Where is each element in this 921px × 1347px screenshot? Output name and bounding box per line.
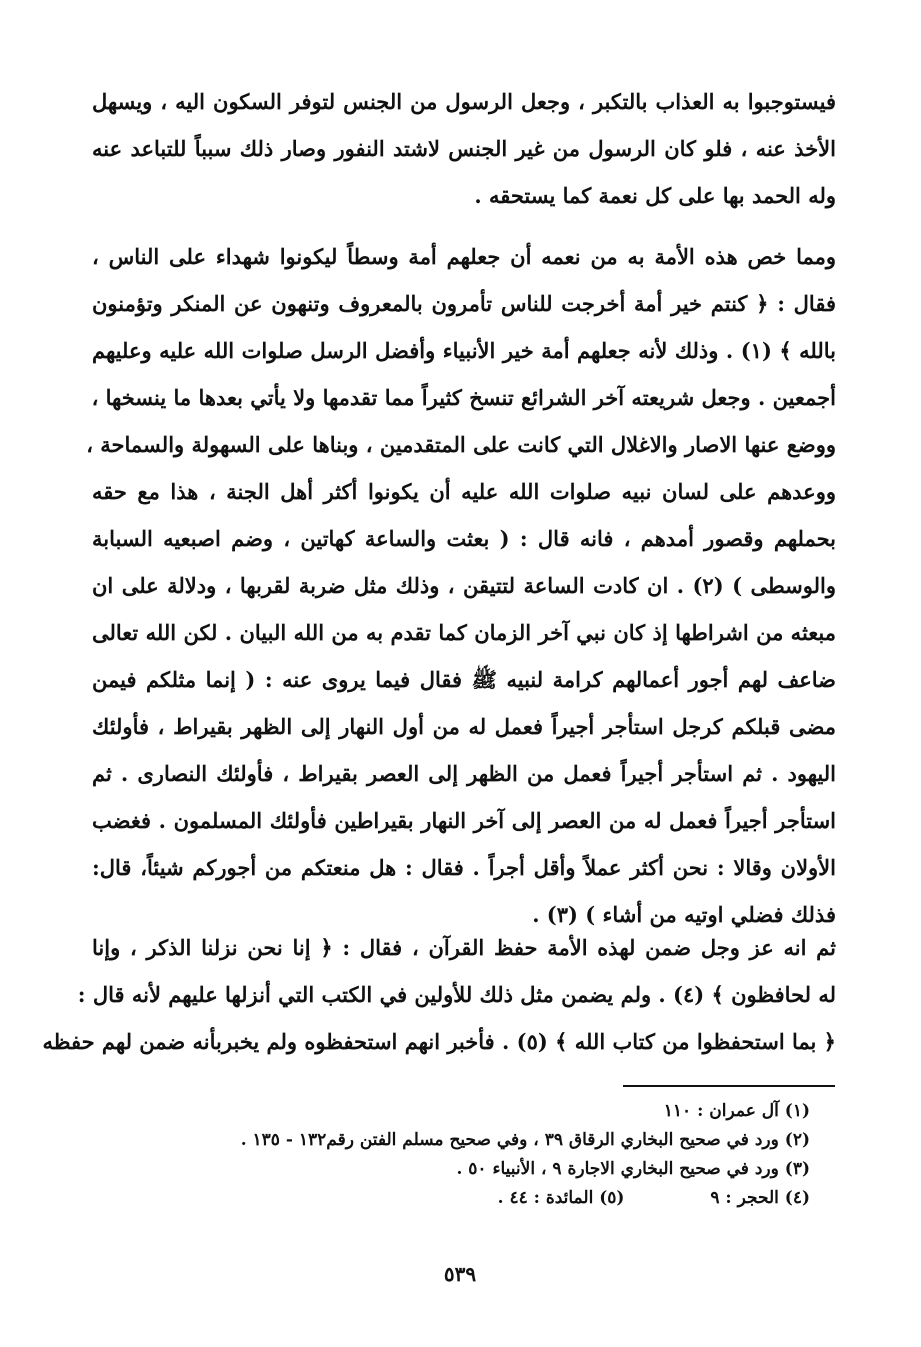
text-line: والوسطى ) (٢) . ان كادت الساعة لتتيقن ، وذلك مثل ضربة لقربها ، ودلالة على ان — [92, 573, 837, 598]
footnote-2: (٢) ورد في صحيح البخاري الرقاق ٣٩ ، وفي صحيح مسلم الفتن رقم١٣٢ - ١٣٥ . — [240, 1130, 810, 1150]
text-line: وله الحمد بها على كل نعمة كما يستحقه . — [474, 183, 836, 208]
text-line: بحملهم وقصور أمدهم ، فانه قال : ( بعثت والساعة كهاتين ، وضم اصبعيه السبابة — [92, 526, 836, 551]
footnotes-list — [180, 1097, 810, 1213]
text-line: ووضع عنها الاصار والاغلال التي كانت على المتقدمين ، وبناها على السهولة والسماحة ، — [86, 432, 836, 457]
footnote-divider — [623, 1085, 835, 1087]
footnote-3: (٣) ورد في صحيح البخاري الاجارة ٩ ، الأنبياء ٥٠ . — [456, 1159, 810, 1179]
paragraph-2 — [86, 233, 837, 938]
text-line: بالله ﴾ (١) . وذلك لأنه جعلهم أمة خير الأنبياء وأفضل الرسل صلوات الله عليه وعليهم — [92, 338, 837, 363]
text-line: أجمعين . وجعل شريعته آخر الشرائع تنسخ كثيراً مما تقدمها ولا يأتي بعدها ما ينسخها ، — [91, 385, 836, 410]
text-line: فذلك فضلي اوتيه من أشاء ) (٣) . — [532, 902, 836, 927]
text-line: له لحافظون ﴾ (٤) . ولم يضمن مثل ذلك للأولين في الكتب التي أنزلها عليهم لأنه قال : — [77, 982, 836, 1007]
text-line: ووعدهم على لسان نبيه صلوات الله عليه أن يكونوا أكثر أهل الجنة ، هذا مع حقه — [92, 479, 836, 504]
text-line: ومما خص هذه الأمة به من نعمه أن جعلهم أمة وسطاً ليكونوا شهداء على الناس ، — [92, 244, 836, 269]
page-number: ٥٣٩ — [443, 1262, 477, 1286]
text-line: الأولان وقالا : نحن أكثر عملاً وأقل أجراً . فقال : هل منعتكم من أجوركم شيئاً، قال: — [92, 855, 836, 880]
footnote-pair — [180, 1184, 810, 1213]
text-line: فيستوجبوا به العذاب بالتكبر ، وجعل الرسول من الجنس لتوفر السكون اليه ، ويسهل — [92, 89, 836, 114]
text-line: استأجر أجيراً فعمل له من العصر إلى آخر النهار بقيراطين فأولئك المسلمون . فغضب — [92, 808, 836, 833]
footnote-4: (٤) الحجر : ٩ — [710, 1188, 810, 1208]
text-line: مبعثه من اشراطها إذ كان نبي آخر الزمان كما تقدم به من الله البيان . لكن الله تعالى — [92, 620, 836, 645]
text-line: اليهود . ثم استأجر أجيراً فعمل من الظهر إلى العصر بقيراط ، فأولئك النصارى . ثم — [92, 761, 836, 786]
text-line: مضى قبلكم كرجل استأجر أجيراً فعمل له من أول النهار إلى الظهر بقيراط ، فأولئك — [92, 714, 836, 739]
paragraph-1 — [92, 78, 836, 219]
footnote-1: (١) آل عمران : ١١٠ — [663, 1101, 810, 1121]
text-line: ثم انه عز وجل ضمن لهذه الأمة حفظ القرآن ، فقال : ﴿ إنا نحن نزلنا الذكر ، وإنا — [92, 935, 836, 960]
paragraph-3 — [42, 924, 836, 1065]
text-line: ﴿ بما استحفظوا من كتاب الله ﴾ (٥) . فأخبر انهم استحفظوه ولم يخبربأنه ضمن لهم حفظه — [42, 1029, 836, 1054]
text-line: الأخذ عنه ، فلو كان الرسول من غير الجنس لاشتد النفور وصار ذلك سبباً للتباعد عنه — [92, 136, 836, 161]
text-line: فقال : ﴿ كنتم خير أمة أخرجت للناس تأمرون بالمعروف وتنهون عن المنكر وتؤمنون — [92, 291, 836, 316]
text-line: ضاعف لهم أجور أعمالهم كرامة لنبيه ﷺ فقال فيما يروى عنه : ( إنما مثلكم فيمن — [92, 667, 836, 692]
footnote-5: (٥) المائدة : ٤٤ . — [497, 1188, 625, 1208]
